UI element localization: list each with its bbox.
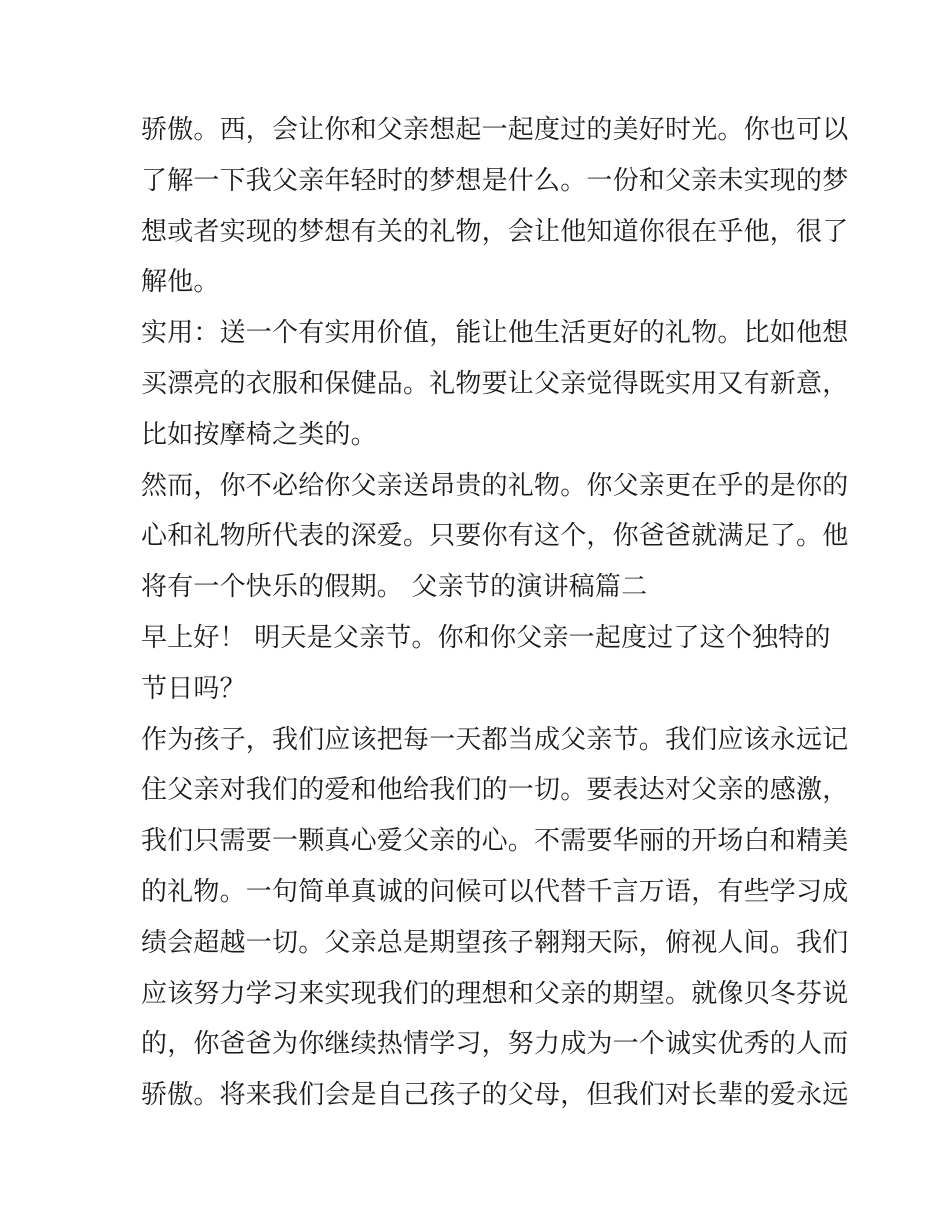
- text-line: 了解一下我父亲年轻时的梦想是什么。一份和父亲未实现的梦: [141, 165, 849, 196]
- text-line: 骄傲。西，会让你和父亲想起一起度过的美好时光。你也可以: [141, 115, 849, 145]
- text-line: 心和礼物所代表的深爱。只要你有这个，你爸爸就满足了。他: [141, 521, 849, 552]
- text-line: 买漂亮的衣服和保健品。礼物要让父亲觉得既实用又有新意，: [141, 368, 849, 399]
- text-line: 的，你爸爸为你继续热情学习，努力成为一个诚实优秀的人而: [141, 1029, 849, 1060]
- document-body: [141, 105, 849, 1121]
- text-line: 比如按摩椅之类的。: [141, 419, 377, 450]
- text-line: 的礼物。一句简单真诚的问候可以代替千言万语，有些学习成: [141, 876, 849, 907]
- text-line: 住父亲对我们的爱和他给我们的一切。要表达对父亲的感激，: [141, 775, 849, 806]
- text-line: 节日吗？: [141, 673, 246, 704]
- text-line: 解他。: [141, 267, 220, 298]
- text-line: 将有一个快乐的假期。 父亲节的演讲稿篇二: [141, 572, 648, 603]
- text-line: 实用：送一个有实用价值，能让他生活更好的礼物。比如他想: [141, 318, 849, 349]
- text-line: 然而，你不必给你父亲送昂贵的礼物。你父亲更在乎的是你的: [141, 470, 849, 501]
- text-line: 绩会超越一切。父亲总是期望孩子翱翔天际，俯视人间。我们: [141, 927, 849, 958]
- text-line: 骄傲。将来我们会是自己孩子的父母，但我们对长辈的爱永远: [141, 1080, 849, 1111]
- text-line: 想或者实现的梦想有关的礼物，会让他知道你很在乎他，很了: [141, 216, 849, 247]
- text-line: 我们只需要一颗真心爱父亲的心。不需要华丽的开场白和精美: [141, 826, 849, 857]
- text-line: 应该努力学习来实现我们的理想和父亲的期望。就像贝冬芬说: [141, 978, 849, 1009]
- text-line: 作为孩子，我们应该把每一天都当成父亲节。我们应该永远记: [141, 724, 849, 755]
- text-line: 早上好！ 明天是父亲节。你和你父亲一起度过了这个独特的: [141, 622, 831, 653]
